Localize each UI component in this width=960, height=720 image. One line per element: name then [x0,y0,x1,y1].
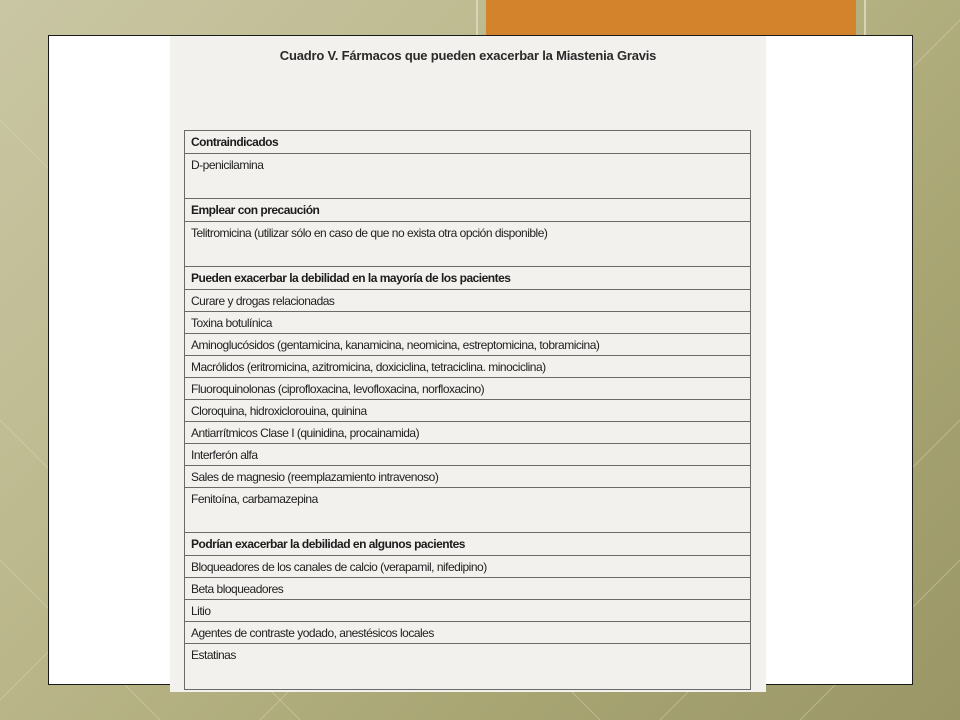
table-row [185,400,751,422]
drug-cell: Fluoroquinolonas (ciprofloxacina, levofloxacina, norfloxacino) [185,378,751,400]
drug-cell: D-penicilamina [185,154,751,199]
table-row [185,444,751,466]
drug-cell: Telitromicina (utilizar sólo en caso de que no exista otra opción disponible) [185,222,751,267]
drug-cell: Bloqueadores de los canales de calcio (verapamil, nifedipino) [185,556,751,578]
drug-cell: Estatinas [185,644,751,690]
table-row [185,222,751,267]
drug-cell: Curare y drogas relacionadas [185,290,751,312]
section-header-row [185,131,751,154]
drug-cell: Macrólidos (eritromicina, azitromicina, doxiciclina, tetraciclina. minociclina) [185,356,751,378]
section-header-cell: Podrían exacerbar la debilidad en algunos pacientes [185,533,751,556]
drug-cell: Cloroquina, hidroxiclorouina, quinina [185,400,751,422]
section-header-row [185,533,751,556]
table-row [185,312,751,334]
document-image [170,36,766,692]
drug-cell: Agentes de contraste yodado, anestésicos locales [185,622,751,644]
table-row [185,422,751,444]
document-title: Cuadro V. Fármacos que pueden exacerbar la Miastenia Gravis [279,48,657,63]
table-row [185,466,751,488]
drug-cell: Antiarrítmicos Clase I (quinidina, procainamida) [185,422,751,444]
section-header-row [185,267,751,290]
section-header-cell: Emplear con precaución [185,199,751,222]
table-row [185,356,751,378]
table-row [185,556,751,578]
table-row [185,578,751,600]
drug-cell: Litio [185,600,751,622]
drug-cell: Toxina botulínica [185,312,751,334]
table-row [185,334,751,356]
table-row [185,290,751,312]
drug-cell: Aminoglucósidos (gentamicina, kanamicina, neomicina, estreptomicina, tobramicina) [185,334,751,356]
table-row [185,600,751,622]
section-header-row [185,199,751,222]
table-row [185,644,751,690]
drug-table [184,130,751,690]
drug-cell: Interferón alfa [185,444,751,466]
table-row [185,378,751,400]
table-row [185,488,751,533]
drug-cell: Sales de magnesio (reemplazamiento intravenoso) [185,466,751,488]
section-header-cell: Contraindicados [185,131,751,154]
table-row [185,154,751,199]
drug-cell: Fenitoína, carbamazepina [185,488,751,533]
drug-cell: Beta bloqueadores [185,578,751,600]
section-header-cell: Pueden exacerbar la debilidad en la mayoría de los pacientes [185,267,751,290]
table-row [185,622,751,644]
